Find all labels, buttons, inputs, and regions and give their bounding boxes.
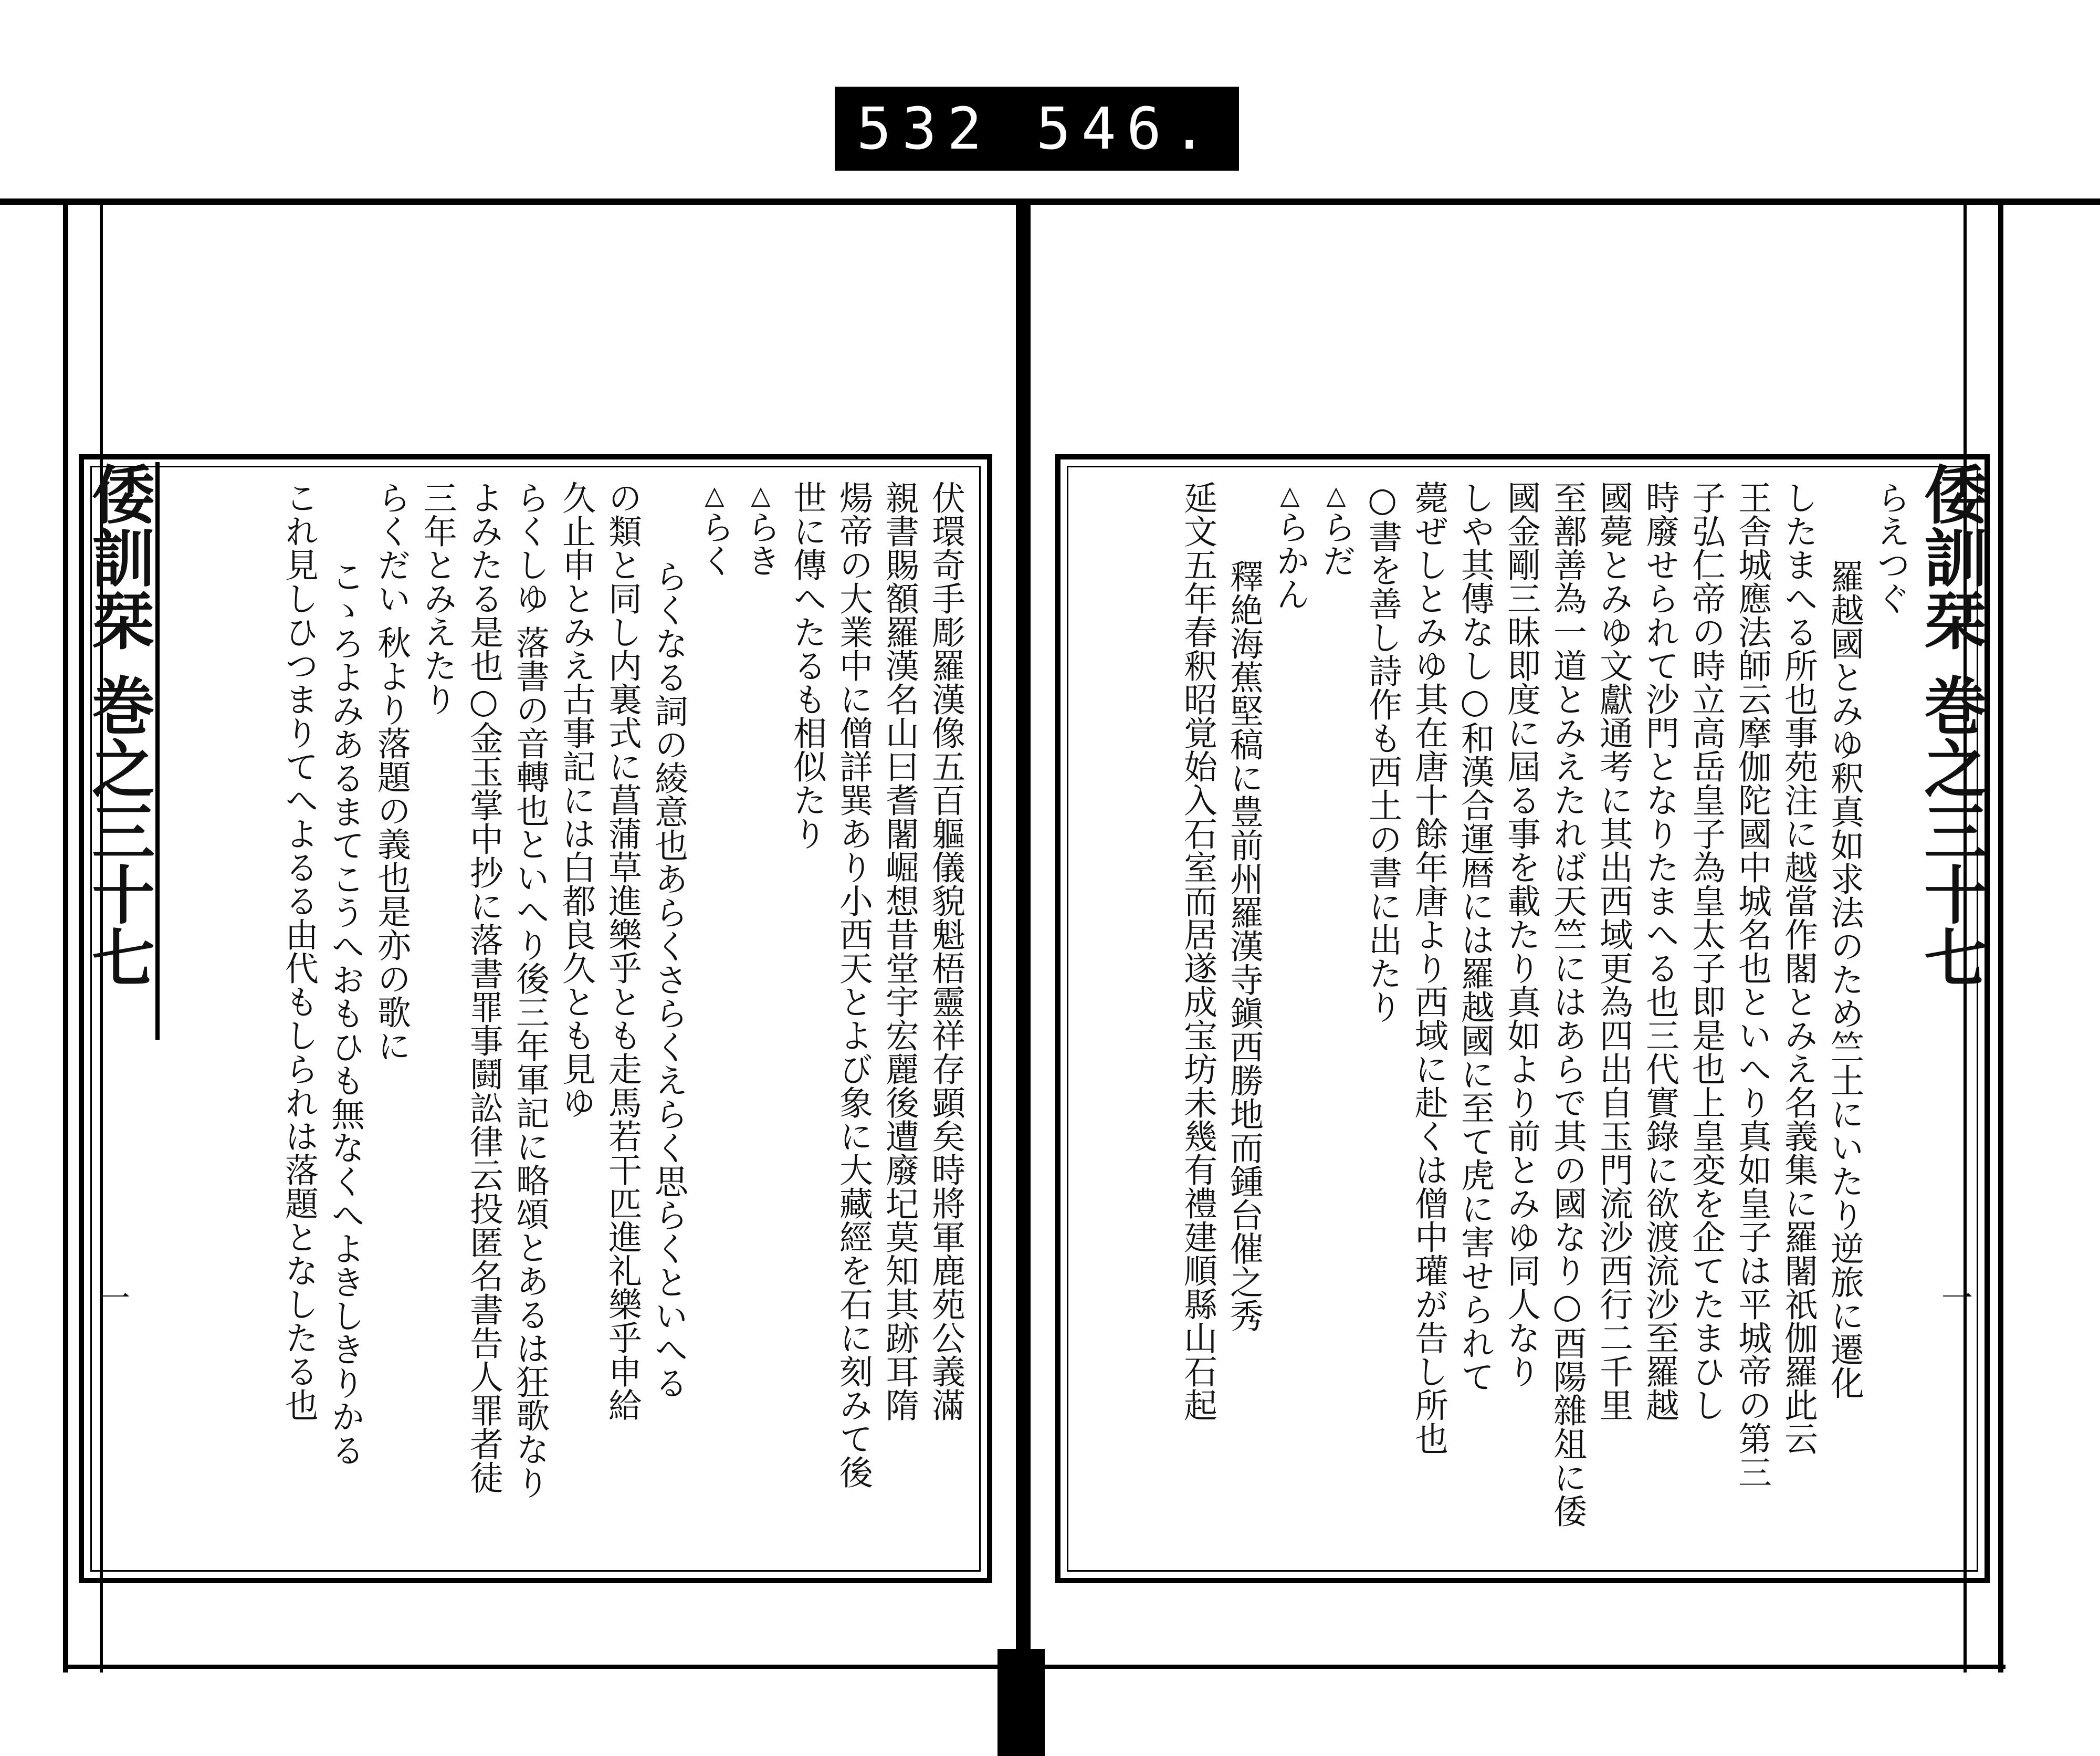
text-column: 久止申とみえ古事記には白都良久とも見ゆ xyxy=(556,480,595,1119)
left-page-columns xyxy=(147,480,966,1557)
entry-heading xyxy=(694,480,735,1557)
text-column: 至鄯善為一道とみえたれば天竺にはあらで其の國なり○酉陽雜俎に倭 xyxy=(1548,480,1587,1528)
text-column: 時廢せられて沙門となりたまへる也三代實錄に欲渡流沙至羅越 xyxy=(1640,480,1679,1421)
right-margin-title: 倭訓栞 巻之三十七 xyxy=(1914,462,1988,988)
text-column: の類と同し内裏式に菖蒲草進樂乎とも走馬若干匹進礼樂乎申給 xyxy=(603,480,642,1421)
text-column: 煬帝の大業中に僧詳巽あり小西天とよび象に大藏經を石に刻みて後 xyxy=(834,480,873,1489)
text-column: らくしゆ 落書の音轉也といへり後三年軍記に略頌とあるは狂歌なり xyxy=(510,480,549,1500)
left-folio: 一 xyxy=(93,1281,130,1313)
entry-heading-text: らかん xyxy=(1270,510,1309,611)
text-column: 三年とみえたり xyxy=(418,480,457,716)
right-folio: 一 xyxy=(1936,1281,1973,1313)
triangle-mark-icon: △ xyxy=(746,480,775,510)
right-page xyxy=(1055,454,1990,1583)
text-column: ○書を善し詩作も西土の書に出たり xyxy=(1363,480,1402,1023)
triangle-mark-icon: △ xyxy=(1275,480,1305,510)
text-column: よみたる是也○金玉掌中抄に落書罪事鬪訟律云投匿名書告人罪者徒 xyxy=(464,480,503,1494)
text-column: 釋絶海蕉堅稿に豊前州羅漢寺鎭西勝地而鍾台催之秀 xyxy=(1224,559,1263,1332)
top-rule xyxy=(0,198,2100,205)
triangle-mark-icon: △ xyxy=(1321,480,1351,510)
entry-heading xyxy=(1316,480,1357,1557)
archive-label-bar xyxy=(835,87,1239,171)
text-column: したまへる所也事苑注に越當作閣とみえ名義集に羅闍祇伽羅此云 xyxy=(1779,480,1818,1455)
entry-heading xyxy=(1269,480,1310,1557)
entry-heading-text: らき xyxy=(741,510,780,577)
book-spine xyxy=(1016,202,1031,1688)
text-column: らえつぐ xyxy=(1871,480,1910,615)
archive-number-right: 546. xyxy=(1036,95,1217,162)
text-column: 王舎城應法師云摩伽陀國中城名也といへり真如皇子は平城帝の第三 xyxy=(1732,480,1771,1489)
text-column: これ見しひつまりてへよるる由代もしられは落題となしたる也 xyxy=(279,480,318,1421)
entry-heading-text: らだ xyxy=(1317,510,1356,577)
archive-number-left: 532 xyxy=(856,95,993,162)
text-column: 延文五年春釈昭覚始入石室而居遂成宝坊未幾有禮建順縣山石起 xyxy=(1178,480,1217,1421)
right-page-columns xyxy=(1076,480,1911,1557)
text-column: 子弘仁帝の時立高岳皇子為皇太子即是也上皇変を企てたまひし xyxy=(1686,480,1725,1421)
text-column: らくだい 秋より落題の義也是亦の歌に xyxy=(372,480,411,1063)
text-column: 親書賜額羅漢名山曰耆闍崛想昔堂宇宏麗後遭廢圮莫知其跡耳隋 xyxy=(880,480,919,1421)
entry-heading xyxy=(740,480,781,1557)
text-column: しや其傳なし○和漢合運暦には羅越國に至て虎に害せられて xyxy=(1455,480,1494,1393)
left-margin-title: 倭訓栞 巻之三十七 xyxy=(84,462,160,1040)
text-column: 薨ぜしとみゆ其在唐十餘年唐より西域に赴くは僧中瓘が告し所也 xyxy=(1409,480,1448,1455)
text-column: 羅越國とみゆ釈真如求法のため竺土にいたり逆旅に遷化 xyxy=(1825,559,1864,1399)
triangle-mark-icon: △ xyxy=(700,480,729,510)
left-page xyxy=(79,454,992,1583)
text-column: 國薨とみゆ文獻通考に其出西域更為四出自玉門流沙西行二千里 xyxy=(1594,480,1633,1421)
text-column: らくなる詞の綾意也あらくさらくえらく思らくといへる xyxy=(649,559,688,1399)
text-column: こゝろよみあるまてこうへおもひも無なくへよきしきりかる xyxy=(326,559,364,1467)
entry-heading-text: らく xyxy=(695,510,734,577)
text-column: 伏環奇手彫羅漢像五百軀儀貌魁梧靈祥存顕矣時將軍鹿苑公義滿 xyxy=(926,480,965,1421)
text-column: 國金剛三昧即度に屆る事を載たり真如より前とみゆ同人なり xyxy=(1502,480,1540,1388)
text-column: 世に傳へたるも相似たり xyxy=(788,480,826,850)
bottom-rule xyxy=(63,1665,2006,1669)
